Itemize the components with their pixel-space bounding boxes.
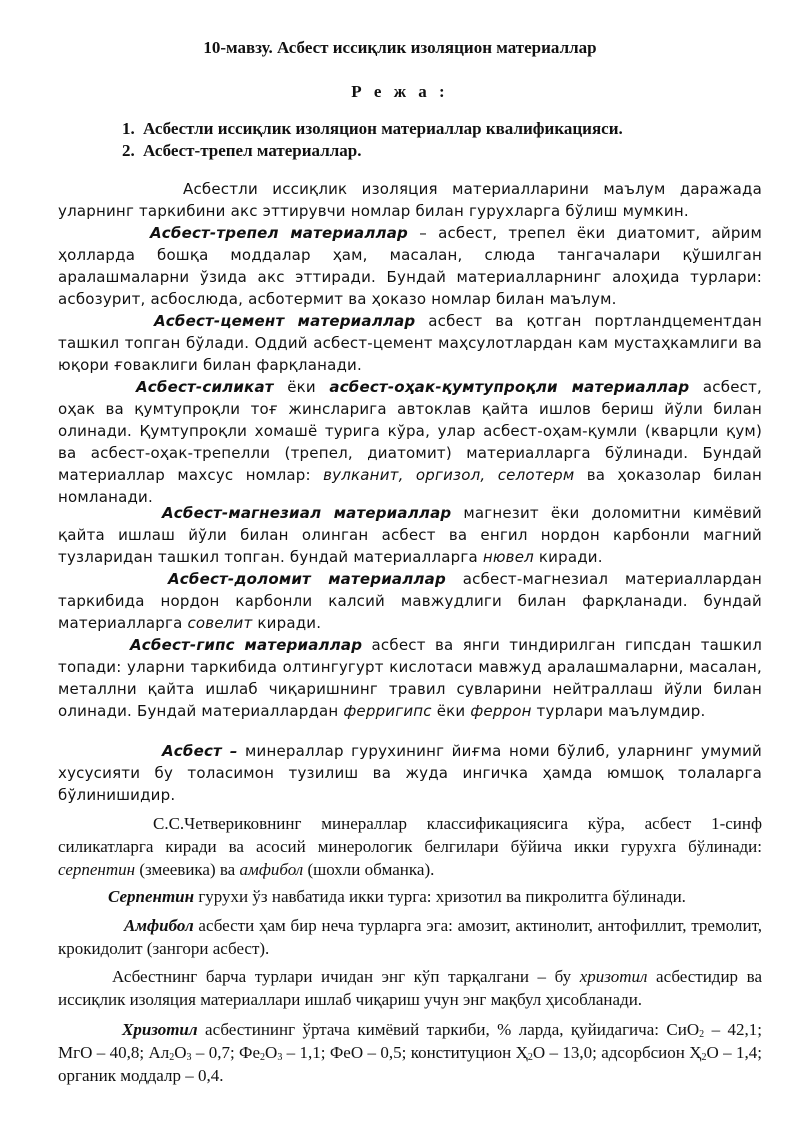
mineral-name: серпентин [58,860,136,879]
paragraph-text: (шохли обманка). [303,860,435,879]
document-title: 10-мавзу. Асбест иссиқлик изоляцион материаллар [203,38,597,57]
paragraph-asbestos-silicate [58,376,762,508]
material-names: вулканит, оргизол, селотерм [323,466,575,484]
paragraph-classification [58,812,762,881]
term: Асбест-цемент материаллар [154,312,416,330]
paragraph-text: Асбестли иссиқлик изоляция материалларини маълум даражада уларнинг таркибини акс эттирувчи номлар билан гурухларга бўлиш мумкин. [58,180,762,220]
plan-heading: Р е ж а : [351,82,449,101]
paragraph-text: С.С.Четвериковнинг минераллар классификациясига кўра, асбест 1-синф силикатларга киради ва асосий минерологик белгилари бўйича икки гурухга бўлинади: [58,814,762,856]
material-name: нювел [482,548,534,566]
paragraph-text: киради. [252,614,322,632]
term: Асбест-доломит материаллар [168,570,446,588]
paragraph-text: асбести ҳам бир неча турларга эга: амозит, актинолит, антофиллит, тремолит, крокидолит (зангори асбест). [58,916,762,958]
formula-base: СиО [666,1020,700,1039]
paragraph-text: минераллар гурухининг йиғма номи бўлиб, уларнинг умумий хусусияти бу толасимон тузилиш ва жуда ингичка ҳамда юмшоқ толаларга бўлинишидир. [58,742,763,804]
plan-item-text: Асбестли иссиқлик изоляцион материаллар квалификацияси. [143,119,623,138]
paragraph-text: асбестининг ўртача кимёвий таркиби, % ларда, қуйидагича: [197,1020,667,1039]
material-name: феррон [470,702,532,720]
paragraph-text: ёки [431,702,471,720]
material-name: совелит [187,614,253,632]
formula-mgo: МгО – 40,8; [58,1043,149,1062]
formula-sio2 [666,1020,704,1039]
term: Асбест-силикат [136,378,274,396]
formula-base: О [265,1043,278,1062]
term: асбест-оҳак-қумтупроқли материаллар [329,378,690,396]
paragraph-text: асбест ва қотган портландцементдан ташкил топган бўлади. Оддий асбест-цемент маҳсулотлардан кам мустаҳкамлиги ва юқори ғоваклиги билан фарқланади. [58,312,762,374]
formula-subscript: 2 [527,1052,533,1063]
paragraph-chrysotile-composition [58,1018,762,1087]
term: Асбест-гипс материаллар [130,636,363,654]
mineral-name: хризотил [579,967,648,986]
formula-base: О [174,1043,187,1062]
term: Асбест-магнезиал материаллар [162,504,452,522]
paragraph-intro [58,178,762,222]
formula-value: О – 1,4; [706,1043,762,1062]
paragraph-chrysotile-prevalence [58,965,762,1011]
formula-al2o3 [148,1043,191,1062]
paragraph-text: (змеевика) ва [135,860,240,879]
paragraph-amphibole [58,914,762,960]
plan-item-number: 2. [122,141,135,160]
formula-subscript: 2 [169,1052,175,1063]
formula-adsorbed-water: адсорбсион Ҳ [596,1043,702,1062]
paragraph-asbestos-dolomite [58,568,762,634]
paragraph-asbestos-cement [58,310,762,376]
plan-item-number: 1. [122,119,135,138]
formula-base: Фе [239,1043,261,1062]
paragraph-asbestos-magnesia [58,502,762,568]
formula-subscript: 3 [277,1052,283,1063]
paragraph-text: гурухи ўз навбатида икки турга: хризотил ва пикролитга бўлинади. [194,887,686,906]
paragraph-serpentine [58,885,762,908]
paragraph-asbestos-gypsum [58,634,762,722]
plan-item [122,140,623,162]
formula-subscript: 2 [260,1052,266,1063]
formula-constitutional-water: конституцион Ҳ [410,1043,528,1062]
paragraph-text: ёки [273,378,330,396]
term: Амфибол [124,916,194,935]
formula-base: Ал [148,1043,170,1062]
formula-value: – 42,1; [704,1020,762,1039]
paragraph-asbestos-definition [58,740,762,806]
plan-item-text: Асбест-трепел материаллар. [143,141,362,160]
plan-item [122,118,623,140]
mineral-name: амфибол [239,860,304,879]
paragraph-text: турлари маълумдир. [531,702,706,720]
paragraph-text: Асбестнинг барча турлари ичидан энг кўп тарқалгани – бу [112,967,580,986]
paragraph-text: – асбест, трепел ёки диатомит, айрим ҳолларда бошқа моддалар ҳам, масалан, слюда тангачалари қўшилган аралашмаларни ўзида акс эттиради. Бундай материалларнинг алоҳида турлари: асбозурит, асбослюда, асботермит ва ҳоказо номлар билан маълум. [58,224,763,308]
paragraph-text: асбест, оҳак ва қумтупроқли тоғ жинсларига автоклав қайта ишлов бериш йўли билан олинади. Қумтупроқли хомашё турига кўра, улар асбест-оҳам-қумли (кварцли қум) ва асбест-оҳак-трепелли (трепел, диатомит) материалларга бўлинади. Бундай материаллар махсус номлар: [58,378,762,484]
paragraph-text: магнезит ёки доломитни кимёвий қайта ишлаш йўли билан олинган асбест ва енгил нордон карбонли магний тузларидан ташкил топган. бундай материалларга [58,504,763,566]
formula-subscript: 2 [701,1052,707,1063]
paragraph-text: асбестидир ва иссиқлик изоляция материаллари ишлаб чиқариш учун энг мақбул ҳисобланади. [58,967,762,1009]
material-name: ферригипс [343,702,432,720]
term: Асбест-трепел материаллар [150,224,408,242]
paragraph-text: ва ҳоказолар билан номланади. [58,466,762,506]
formula-subscript: 3 [186,1052,192,1063]
term: Асбест – [162,742,238,760]
term: Хризотил [122,1020,198,1039]
formula-organic: органик моддалр – 0,4. [58,1066,224,1085]
formula-fe2o3 [239,1043,282,1062]
paragraph-text: асбест ва янги тиндирилган гипсдан ташкил топади: уларни таркибида олтингугурт кислотаси мавжуд аралашмаларни, масалан, металлни қайта ишлаб чиқаришнинг травил сувларини нейтраллаш йўли билан олинади. Бундай материаллардан [58,636,762,720]
formula-value: – 0,7; [191,1043,240,1062]
formula-value: – 1,1; [282,1043,330,1062]
paragraph-asbestos-tripoli [58,222,762,310]
formula-subscript: 2 [699,1029,705,1040]
paragraph-text: асбест-магнезиал материаллардан таркибида нордон карбонли калсий мавжудлиги билан фарқланади. бундай материалларга [58,570,763,632]
formula-value: О – 13,0; [532,1043,597,1062]
formula-feo: ФеО – 0,5; [329,1043,411,1062]
term: Серпентин [108,887,195,906]
paragraph-text: киради. [533,548,603,566]
plan-list [122,118,623,162]
